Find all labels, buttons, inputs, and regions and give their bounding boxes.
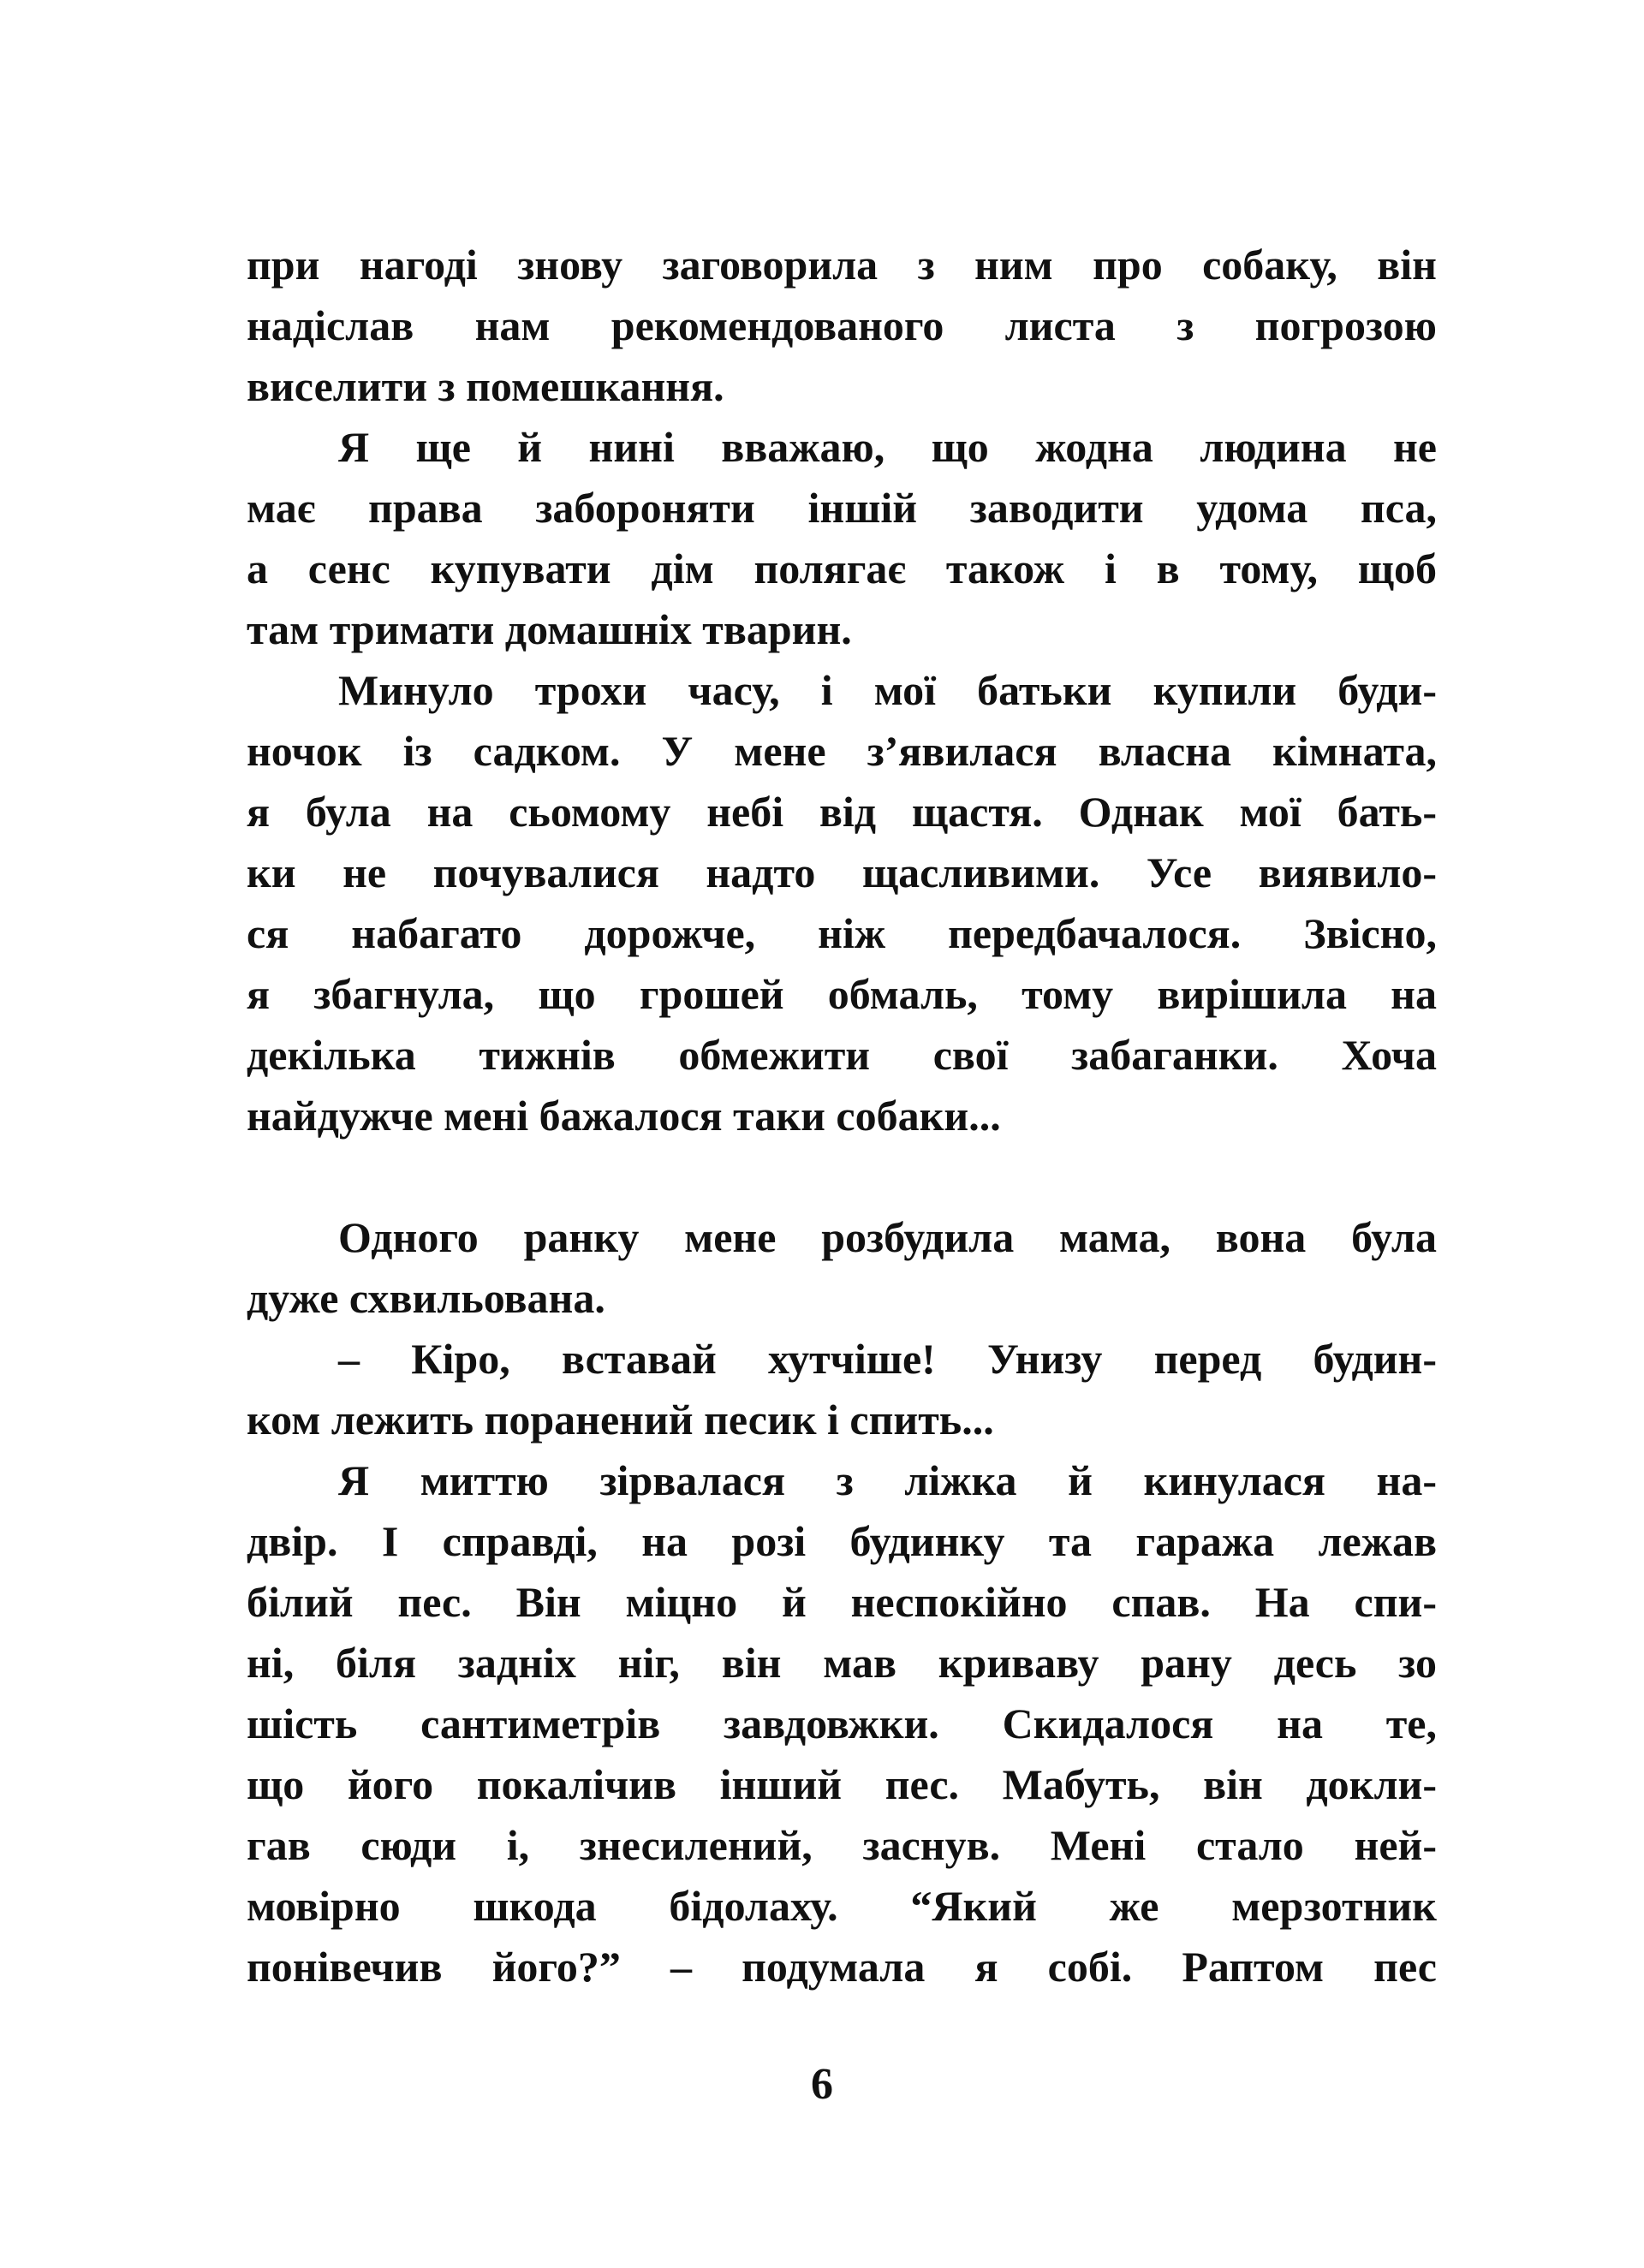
text-line: я була на сьомому небі від щастя. Однак мої бать- xyxy=(247,788,1437,836)
text-line: Одного ранку мене розбудила мама, вона була xyxy=(338,1213,1437,1261)
text-line: декілька тижнів обмежити свої забаганки. Хоча xyxy=(247,1031,1437,1079)
body-text xyxy=(247,235,1437,1997)
text-line: двір. І справді, на розі будинку та гаража лежав xyxy=(247,1517,1437,1565)
text-line: Я ще й нині вважаю, що жодна людина не xyxy=(338,423,1437,471)
text-line: шість сантиметрів завдовжки. Скидалося на те, xyxy=(247,1700,1437,1747)
text-line: мовірно шкода бідолаху. “Який же мерзотник xyxy=(247,1882,1437,1930)
text-line: ки не почувалися надто щасливими. Усе виявило- xyxy=(247,848,1437,896)
text-line: має права забороняти іншій заводити удома пса, xyxy=(247,484,1437,532)
text-line: ком лежить поранений песик і спить... xyxy=(247,1396,994,1444)
text-line: гав сюди і, знесилений, заснув. Мені стало ней- xyxy=(247,1821,1437,1869)
text-line: Минуло трохи часу, і мої батьки купили буди- xyxy=(338,666,1437,714)
text-line: Я миттю зірвалася з ліжка й кинулася на- xyxy=(338,1456,1437,1504)
text-line: при нагоді знову заговорила з ним про собаку, він xyxy=(247,241,1437,289)
blank-line xyxy=(247,1146,1437,1207)
page-number: 6 xyxy=(811,2060,833,2109)
text-line: білий пес. Він міцно й неспокійно спав. На спи- xyxy=(247,1578,1437,1626)
text-line: ні, біля задніх ніг, він мав криваву рану десь зо xyxy=(247,1639,1437,1687)
text-line: ся набагато дорожче, ніж передбачалося. Звісно, xyxy=(247,909,1437,957)
text-line: що його покалічив інший пес. Мабуть, він докли- xyxy=(247,1760,1437,1808)
text-line: понівечив його?” – подумала я собі. Раптом пес xyxy=(247,1943,1437,1991)
text-line: дуже схвильована. xyxy=(247,1274,605,1322)
text-line: найдужче мені бажалося таки собаки... xyxy=(247,1092,1001,1140)
text-line: там тримати домашніх тварин. xyxy=(247,605,852,653)
text-line: ночок із садком. У мене з’явилася власна кімната, xyxy=(247,727,1437,775)
text-line: я збагнула, що грошей обмаль, тому вирішила на xyxy=(247,970,1437,1018)
text-line: надіслав нам рекомендованого листа з погрозою xyxy=(247,301,1437,349)
text-line: виселити з помешкання. xyxy=(247,362,724,410)
text-line: а сенс купувати дім полягає також і в тому, щоб xyxy=(247,545,1437,592)
text-line: – Кіро, вставай хутчіше! Унизу перед будин- xyxy=(338,1335,1437,1383)
